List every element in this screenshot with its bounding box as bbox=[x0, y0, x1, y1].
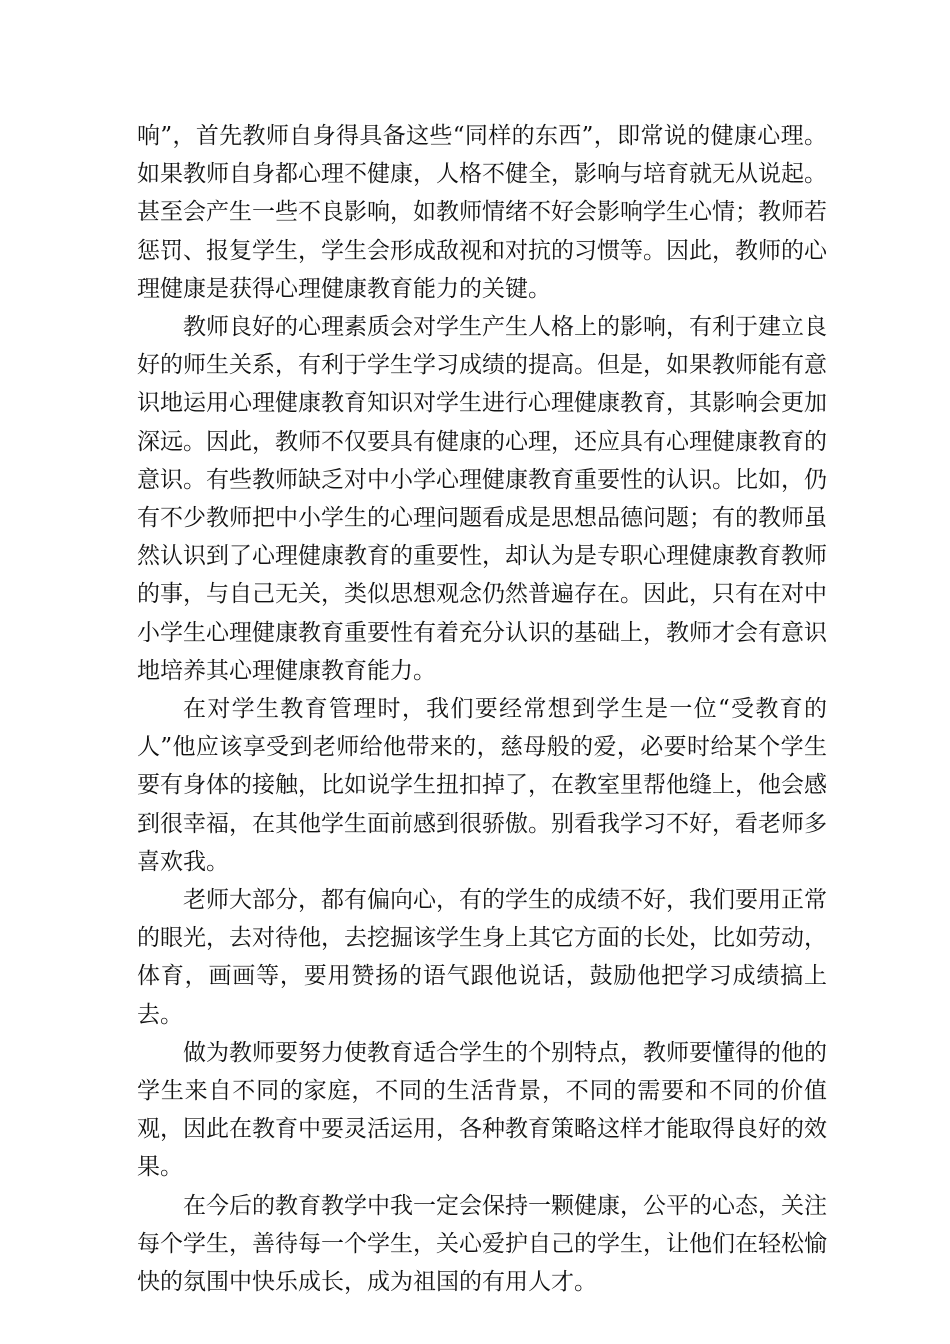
paragraph-6: 在今后的教育教学中我一定会保持一颗健康，公平的心态，关注每个学生，善待每一个学生，关心爱护自己的学生，让他们在轻松愉快的氛围中快乐成长，成为祖国的有用人才。 bbox=[137, 1192, 827, 1296]
paragraph-1: 响”，首先教师自身得具备这些“同样的东西”，即常说的健康心理。如果教师自身都心理不健康，人格不健全，影响与培育就无从说起。甚至会产生一些不良影响，如教师情绪不好会影响学生心情；教师若惩罚、报复学生，学生会形成敌视和对抗的习惯等。因此，教师的心理健康是获得心理健康教育能力的关键。 bbox=[137, 123, 827, 302]
paragraph-3: 在对学生教育管理时，我们要经常想到学生是一位“受教育的人”他应该享受到老师给他带来的，慈母般的爱，必要时给某个学生要有身体的接触，比如说学生扭扣掉了，在教室里帮他缝上，他会感到很幸福，在其他学生面前感到很骄傲。别看我学习不好，看老师多喜欢我。 bbox=[137, 696, 827, 875]
paragraph-2: 教师良好的心理素质会对学生产生人格上的影响，有利于建立良好的师生关系，有利于学生学习成绩的提高。但是，如果教师能有意识地运用心理健康教育知识对学生进行心理健康教育，其影响会更加深远。因此，教师不仅要具有健康的心理，还应具有心理健康教育的意识。有些教师缺乏对中小学心理健康教育重要性的认识。比如，仍有不少教师把中小学生的心理问题看成是思想品德问题；有的教师虽然认识到了心理健康教育的重要性，却认为是专职心理健康教育教师的事，与自己无关，类似思想观念仍然普遍存在。因此，只有在对中小学生心理健康教育重要性有着充分认识的基础上，教师才会有意识地培养其心理健康教育能力。 bbox=[137, 314, 827, 684]
paragraph-5: 做为教师要努力使教育适合学生的个别特点，教师要懂得的他的学生来自不同的家庭，不同的生活背景，不同的需要和不同的价值观，因此在教育中要灵活运用，各种教育策略这样才能取得良好的效果。 bbox=[137, 1039, 827, 1181]
paragraph-4: 老师大部分，都有偏向心，有的学生的成绩不好，我们要用正常的眼光，去对待他，去挖掘该学生身上其它方面的长处，比如劳动，体育，画画等，要用赞扬的语气跟他说话，鼓励他把学习成绩搞上去。 bbox=[137, 887, 827, 1028]
document-body bbox=[137, 117, 827, 1301]
